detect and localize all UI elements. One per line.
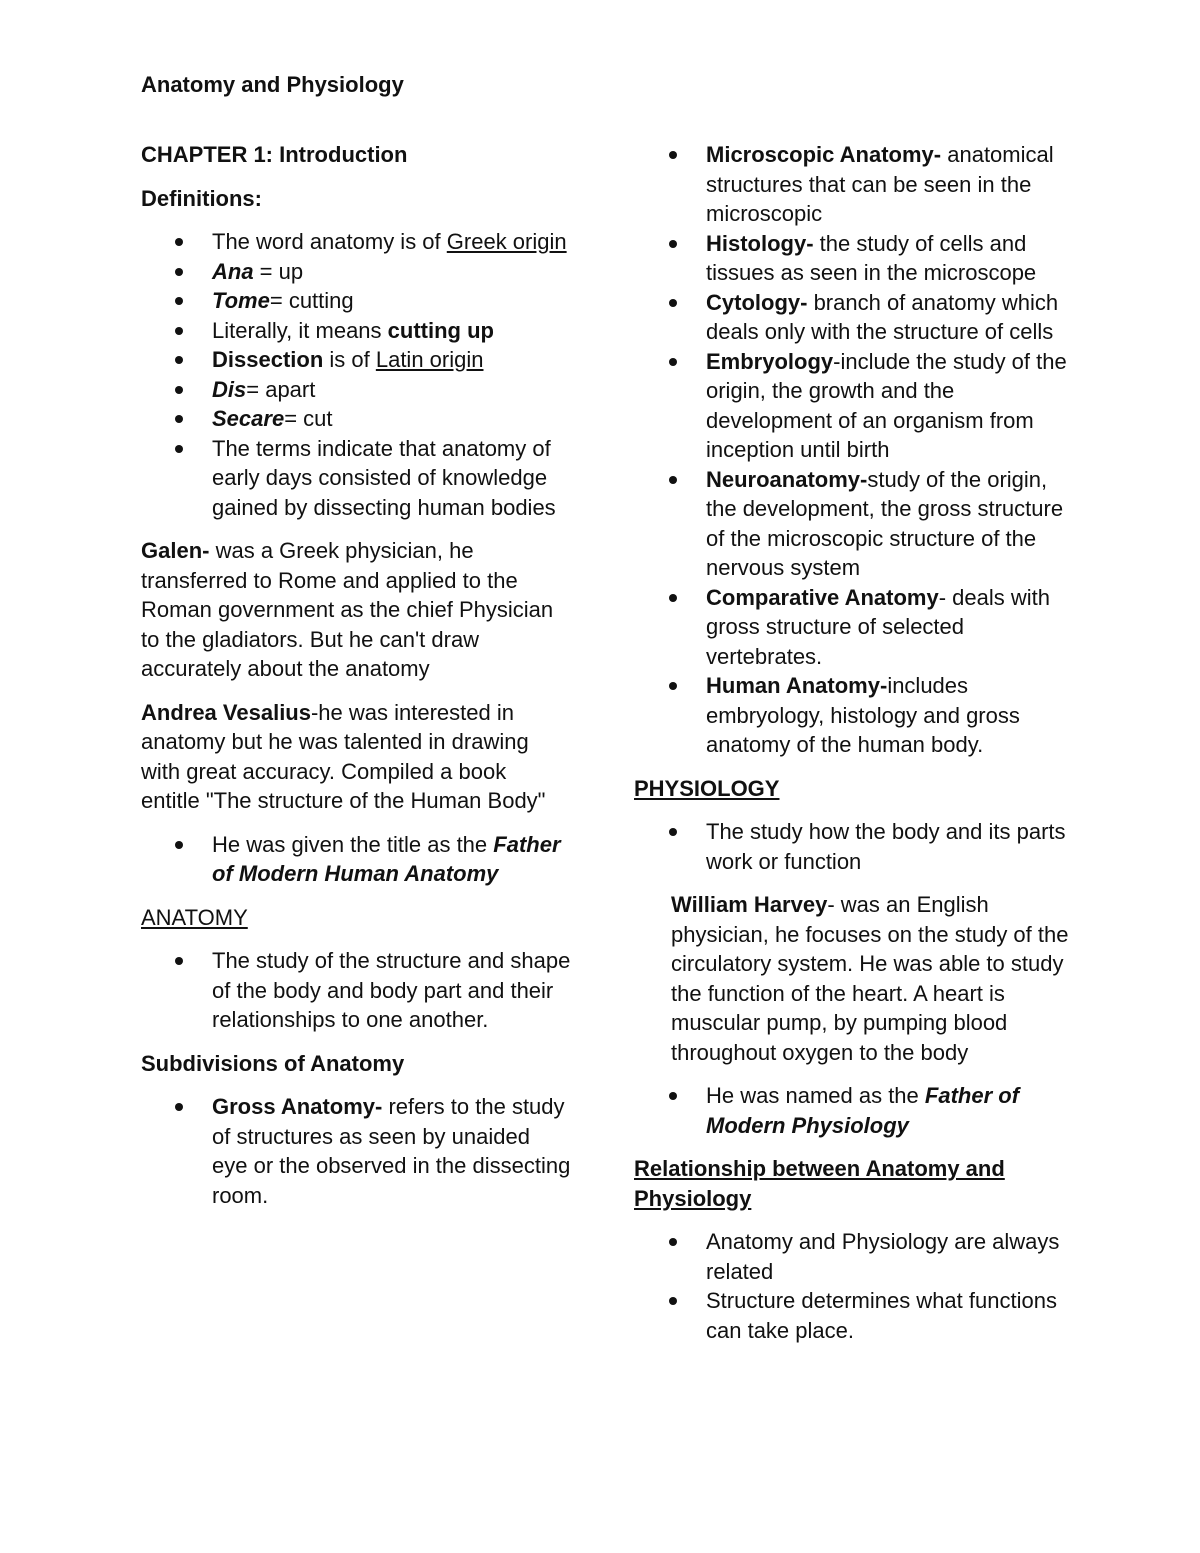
anatomy-heading: ANATOMY [141, 904, 248, 930]
definitions-heading: Definitions: [141, 185, 262, 211]
list-item: Human Anatomy-includes embryology, histology and gross anatomy of the human body. [706, 671, 1074, 760]
list-item: The terms indicate that anatomy of early days consisted of knowledge gained by dissecting human bodies [212, 434, 571, 523]
physiology-list [634, 817, 1074, 876]
list-item: Gross Anatomy- refers to the study of structures as seen by unaided eye or the observed in the dissecting room. [212, 1092, 571, 1210]
list-item: Ana = up [212, 257, 571, 287]
relationship-list [634, 1227, 1074, 1345]
list-item: Neuroanatomy-study of the origin, the development, the gross structure of the microscopic structure of the nervous system [706, 465, 1074, 583]
list-item: He was given the title as the Father of Modern Human Anatomy [212, 830, 571, 889]
gross-anatomy-list [141, 1092, 571, 1210]
list-item: Dissection is of Latin origin [212, 345, 571, 375]
vesalius-paragraph: Andrea Vesalius-he was interested in anatomy but he was talented in drawing with great accuracy. Compiled a book entitle "The structure of the Human Body" [141, 699, 546, 813]
list-item: The study of the structure and shape of the body and body part and their relationships to one another. [212, 946, 571, 1035]
list-item: Dis= apart [212, 375, 571, 405]
latin-origin-link: Latin origin [375, 347, 484, 372]
vesalius-list [141, 830, 571, 889]
physiology-heading: PHYSIOLOGY [634, 775, 780, 801]
list-item: The word anatomy is of Greek origin [212, 227, 571, 257]
list-item: The study how the body and its parts work or function [706, 817, 1074, 876]
list-item: Embryology-include the study of the origin, the growth and the development of an organism from inception until birth [706, 347, 1074, 465]
chapter-heading: CHAPTER 1: Introduction [141, 142, 408, 167]
list-item: Cytology- branch of anatomy which deals only with the structure of cells [706, 288, 1074, 347]
definitions-list [141, 227, 571, 522]
list-item: Literally, it means cutting up [212, 316, 571, 346]
galen-paragraph: Galen- was a Greek physician, he transferred to Rome and applied to the Roman government as the chief Physician to the gladiators. But he can't draw accurately about the anatomy [141, 538, 554, 681]
document-title: Anatomy and Physiology [141, 72, 404, 97]
list-item: Comparative Anatomy- deals with gross structure of selected vertebrates. [706, 583, 1074, 672]
right-column [634, 140, 1074, 1359]
subdivisions-heading: Subdivisions of Anatomy [141, 1050, 405, 1076]
harvey-paragraph: William Harvey- was an English physician, he focuses on the study of the circulatory system. He was able to study the function of the heart. A heart is muscular pump, by pumping blood throughout oxygen to the body [671, 892, 1069, 1065]
list-item: Secare= cut [212, 404, 571, 434]
list-item: Anatomy and Physiology are always related [706, 1227, 1074, 1286]
greek-origin-link: Greek origin [446, 229, 567, 254]
list-item: Histology- the study of cells and tissues as seen in the microscope [706, 229, 1074, 288]
anatomy-list [141, 946, 571, 1035]
list-item: Tome= cutting [212, 286, 571, 316]
list-item: Structure determines what functions can take place. [706, 1286, 1074, 1345]
harvey-list [634, 1081, 1074, 1140]
list-item: Microscopic Anatomy- anatomical structures that can be seen in the microscopic [706, 140, 1074, 229]
left-column [141, 140, 571, 1224]
list-item: He was named as the Father of Modern Physiology [706, 1081, 1074, 1140]
relationship-heading: Relationship between Anatomy and Physiology [634, 1156, 1005, 1211]
subdivisions-list [634, 140, 1074, 760]
